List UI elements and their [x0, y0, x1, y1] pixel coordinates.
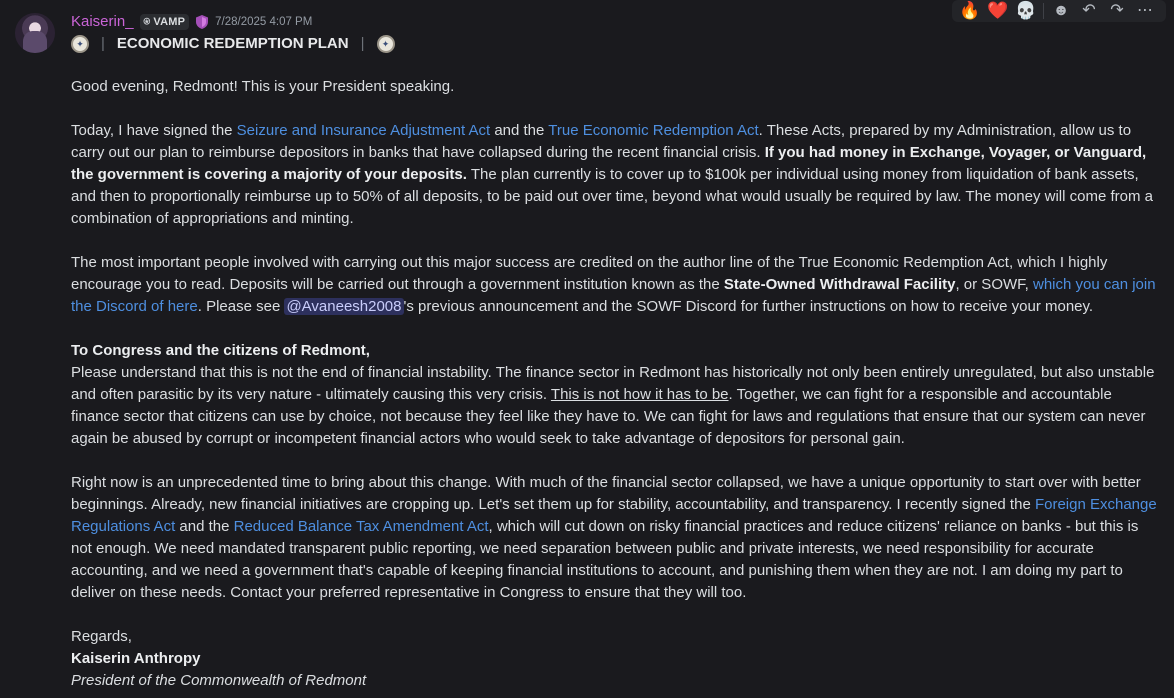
text: . These Acts, prepared by my Administration, allow us to carry out our plan to reimburse depositors in banks that have collapsed during the recent financial crisis.	[71, 122, 1132, 161]
reply-icon[interactable]: ↶	[1082, 2, 1096, 19]
text: The plan currently is to cover up to $100k per individual using money from liquidation of bank assets, and then to proportionally reimburse up to 50% of all deposits, to be paid out over time, beyond what would usually be required by law. The money will come from a combination of appropriations and minting.	[71, 166, 1153, 227]
text: . Please see	[197, 298, 285, 315]
timestamp: 7/28/2025 4:07 PM	[215, 16, 313, 28]
signer-name: Kaiserin Anthropy	[71, 650, 201, 667]
text: , or SOWF,	[955, 276, 1033, 293]
bold-text: State-Owned Withdrawal Facility	[723, 276, 956, 293]
forward-icon[interactable]: ↷	[1110, 2, 1124, 19]
text: Today, I have signed the	[71, 122, 237, 139]
signer-role: President of the Commonwealth of Redmont	[71, 672, 367, 689]
text: Right now is an unprecedented time to bring about this change. With much of the financial sector collapsed, we have a unique opportunity to start over with better beginnings. Already, new financial initiatives are cropping up. Let's set them up for stability, accountability, and transparency. I recently signed the	[71, 474, 1141, 513]
seizure-act-link[interactable]: Seizure and Insurance Adjustment Act	[236, 122, 491, 139]
sowf-discord-link[interactable]: which you can join the Discord of here	[71, 276, 1156, 315]
toolbar-divider	[1043, 3, 1044, 19]
skull-reaction-icon[interactable]: 💀	[1015, 1, 1037, 20]
more-options-icon[interactable]: ⋯	[1137, 2, 1153, 19]
greeting-text: Good evening, Redmont! This is your President speaking.	[71, 78, 455, 95]
seal-icon: ✦	[71, 35, 89, 53]
message-actions-bar	[952, 0, 1166, 22]
text: and the	[175, 518, 234, 535]
text: The most important people involved with carrying out this major success are credited on the author line of the True Economic Redemption Act, which I highly encourage you to read. Deposits will be carried out through a government institution known as the	[71, 254, 1108, 293]
username[interactable]: Kaiserin_	[71, 13, 134, 30]
avatar[interactable]	[15, 13, 55, 53]
title-separator: |	[101, 35, 105, 52]
text: and the	[490, 122, 549, 139]
paragraph-acts	[71, 120, 1161, 230]
seal-icon: ✦	[377, 35, 395, 53]
paragraph-sowf	[71, 252, 1161, 318]
server-tag-label: VAMP	[153, 16, 186, 28]
text: , which will cut down on risky financial practices and reduce citizens' reliance on banks - but this is not enough. We need mandated transparent public reporting, we need separation between public and private interests, we need responsibility for accurate accounting, and we need a government that's capable of keeping financial institutions to account, and punishing them when they are not. I am doing my part to deliver on these needs. Contact your preferred representative in Congress to ensure that they will too.	[71, 518, 1139, 601]
text: 's previous announcement and the SOWF Discord for further instructions on how to receive your money.	[403, 298, 1094, 315]
user-mention[interactable]: @Avaneesh2008	[286, 298, 402, 315]
paragraph-congress	[71, 340, 1161, 450]
regards-text: Regards,	[71, 628, 132, 645]
server-tag[interactable]	[140, 14, 190, 30]
shield-icon	[195, 14, 209, 30]
reduced-balance-act-link[interactable]: Reduced Balance Tax Amendment Act	[233, 518, 489, 535]
message-content	[71, 76, 1161, 692]
underlined-text: This is not how it has to be	[550, 386, 729, 403]
paragraph-change	[71, 472, 1161, 604]
add-reaction-icon[interactable]: ☻	[1052, 2, 1070, 19]
fire-reaction-icon[interactable]: 🔥	[959, 1, 981, 20]
bold-heading: To Congress and the citizens of Redmont,	[71, 342, 370, 359]
server-tag-icon: ⍟	[143, 16, 151, 28]
signoff	[71, 626, 1161, 692]
message-header	[71, 12, 312, 32]
title-separator: |	[360, 35, 365, 52]
greeting-paragraph	[71, 76, 1161, 98]
foreign-exchange-act-link[interactable]: Foreign Exchange Regulations Act	[71, 496, 1157, 535]
text: . Together, we can fight for a responsible and accountable finance sector that citizens can use by choice, not because they feel like they have to. We can fight for laws and regulations that ensure that our system can never again be abused by corrupt or incompetent financial actors who would seek to take advantage of depositors for personal gain.	[71, 386, 1146, 447]
redemption-act-link[interactable]: True Economic Redemption Act	[548, 122, 759, 139]
heart-reaction-icon[interactable]: ❤️	[987, 1, 1009, 20]
text: Please understand that this is not the end of financial instability. The finance sector in Redmont has historically not only been entirely unregulated, but also unstable and often parasitic by its very nature - ultimately causing this very crisis.	[71, 364, 1155, 403]
title-text: ECONOMIC REDEMPTION PLAN	[116, 35, 349, 52]
bold-text: If you had money in Exchange, Voyager, or Vanguard, the government is covering a majority of your deposits.	[71, 144, 1147, 183]
message-title	[71, 32, 395, 56]
